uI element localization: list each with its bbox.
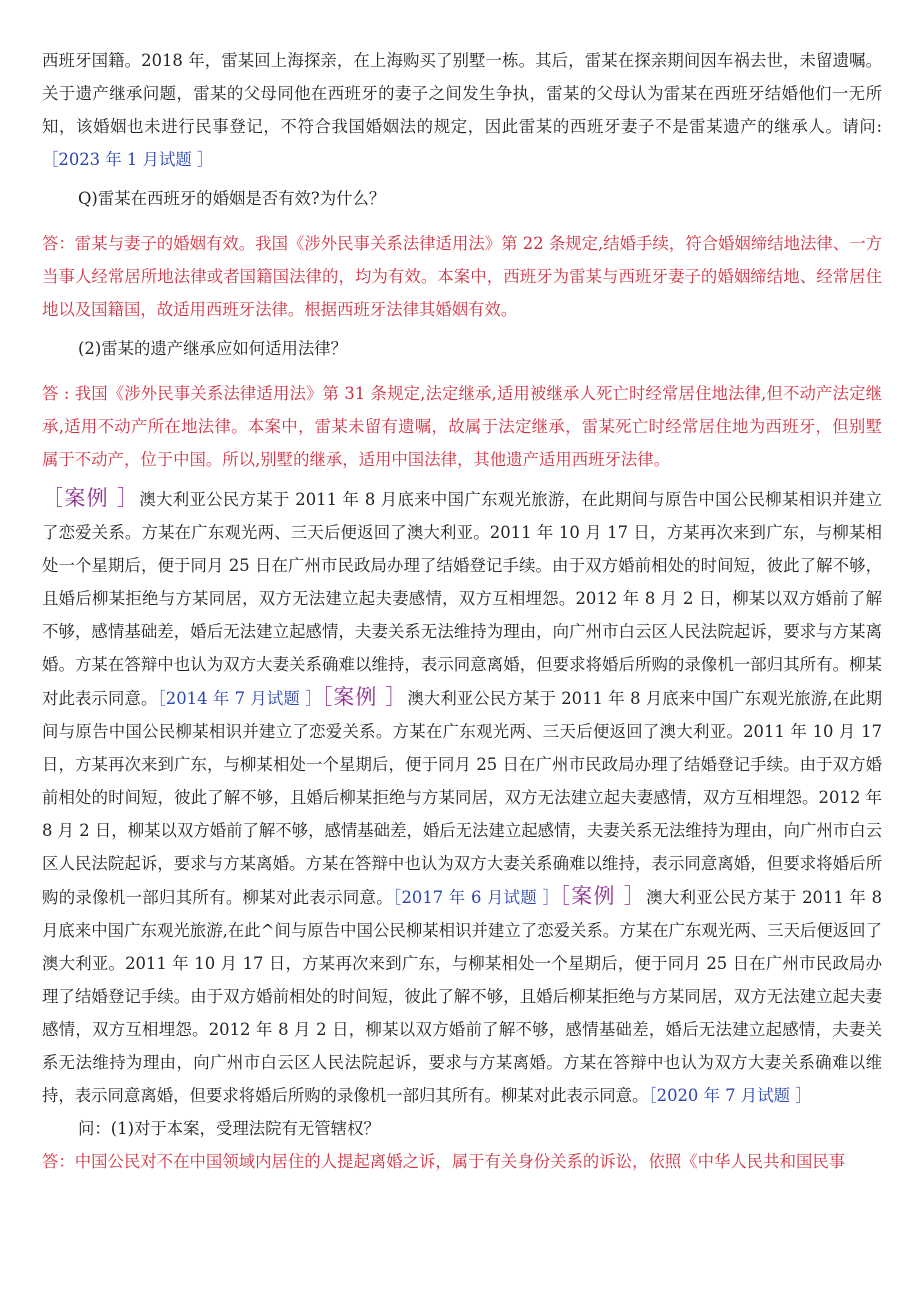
case-paragraph — [42, 482, 882, 1112]
exam-source-2023-01: ［2023 年 1 月试题 ］ — [42, 150, 214, 169]
case-tag: ［案例 ］ — [321, 685, 408, 709]
case-text: 澳大利亚公民方某于 2011 年 8 月底来中国广东观光旅游,在此^间与原告中国公民柳某相识并建立了恋爱关系。方某在广东观光两、三天后便返回了澳大利亚。2011 年 10 月 17 日，方某再次来到广东，与柳某相处一个星期后，便于同月 25 日在广州市民政局办理了结婚登记手续。由于双方婚前相处的时间短，彼此了解不够，且婚后柳某拒绝与方某同居，双方无法建立起夫妻感情，双方互相埋怨。2012 年 8 月 2 日，柳某以双方婚前了解不够，感情基础差，婚后无法建立起感情，夫妻关系无法维持为理由，向广州市白云区人民法院起诉，要求与方某离婚。方某在答辩中也认为双方大妻关系确难以维持，表示同意离婚，但要求将婚后所购的录像机一部归其所有。柳某对此表示同意。 — [42, 888, 883, 1105]
answer-2: 答 : 我国《涉外民事关系法律适用法》第 31 条规定,法定继承,适用被继承人死亡时经常居住地法律,但不动产法定继承,适用不动产所在地法律。本案中，雷某未留有遗嘱，故属于法定继承，雷某死亡时经常居住地为西班牙，但别墅属于不动产，位于中国。所以,别墅的继承，适用中国法律，其他遗产适用西班牙法律。 — [42, 384, 882, 469]
case-tag: ［案例 ］ — [42, 486, 140, 510]
question-2: (2)雷某的遗产继承应如何适用法律？ — [78, 339, 348, 358]
answer-3: 答：中国公民对不在中国领域内居住的人提起离婚之诉，属于有关身份关系的诉讼，依照《中华人民共和国民事 — [42, 1152, 846, 1171]
background-text: 西班牙国籍。2018 年，雷某回上海探亲，在上海购买了别墅一栋。其后，雷某在探亲期间因车祸去世，未留遗嘱。关于遗产继承问题，雷某的父母同他在西班牙的妻子之间发生争执，雷某的父母认为雷某在西班牙结婚他们一无所知，该婚姻也未进行民事登记，不符合我国婚姻法的规定，因此雷某的西班牙妻子不是雷某遗产的继承人。请问: — [42, 51, 882, 136]
case-tag: ［案例 ］ — [559, 884, 647, 908]
exam-source-2017-06: ［2017 年 6 月试题 ］ — [392, 888, 560, 907]
case-background-paragraph — [42, 44, 882, 176]
exam-source-2020-07: ［2020 年 7 月试题 ］ — [648, 1086, 812, 1105]
answer-1: 答：雷某与妻子的婚姻有效。我国《涉外民事关系法律适用法》第 22 条规定,结婚手续，符合婚姻缔结地法律、一方当事人经常居所地法律或者国籍国法律的，均为有效。本案中，西班牙为雷某与西班牙妻子的婚姻缔结地、经常居住地以及国籍国，故适用西班牙法律。根据西班牙法律其婚姻有效。 — [42, 234, 882, 319]
case-text: 澳大利亚公民方某于 2011 年 8 月底来中国广东观光旅游,在此期间与原告中国公民柳某相识并建立了恋爱关系。方某在广东观光两、三天后便返回了澳大利亚。2011 年 10 月 17 日，方某再次来到广东，与柳某相处一个星期后，便于同月 25 日在广州市民政局办理了结婚登记手续。由于双方婚前相处的时间短，彼此了解不够，且婚后柳某拒绝与方某同居，双方无法建立起夫妻感情，双方互相埋怨。2012 年 8 月 2 日，柳某以双方婚前了解不够，感情基础差，婚后无法建立起感情，夫妻关系无法维持为理由，向广州市白云区人民法院起诉，要求与方某离婚。方某在答辩中也认为双方大妻关系确难以维持，表示同意离婚，但要求将婚后所购的录像机一部归其所有。柳某对此表示同意。 — [42, 689, 882, 907]
question-3: 问：(1)对于本案，受理法院有无管辖权？ — [78, 1119, 380, 1138]
document-page — [42, 44, 882, 1178]
case-text: 澳大利亚公民方某于 2011 年 8 月底来中国广东观光旅游，在此期间与原告中国公民柳某相识并建立了恋爱关系。方某在广东观光两、三天后便返回了澳大利亚。2011 年 10 月 17 日，方某再次来到广东，与柳某相处一个星期后，便于同月 25 日在广州市民政局办理了结婚登记手续。由于双方婚前相处的时间短，彼此了解不够，且婚后柳某拒绝与方某同居，双方无法建立起夫妻感情，双方互相埋怨。2012 年 8 月 2 日，柳某以双方婚前了解不够，感情基础差，婚后无法建立起感情，夫妻关系无法维持为理由，向广州市白云区人民法院起诉，要求与方某离婚。方某在答辩中也认为双方大妻关系确难以维持，表示同意离婚，但要求将婚后所购的录像机一部归其所有。柳某对此表示同意。 — [42, 490, 882, 708]
exam-source-2014-07: ［2014 年 7 月试题 ］ — [157, 689, 322, 708]
question-1: Q)雷某在西班牙的婚姻是否有效?为什么？ — [78, 189, 386, 208]
